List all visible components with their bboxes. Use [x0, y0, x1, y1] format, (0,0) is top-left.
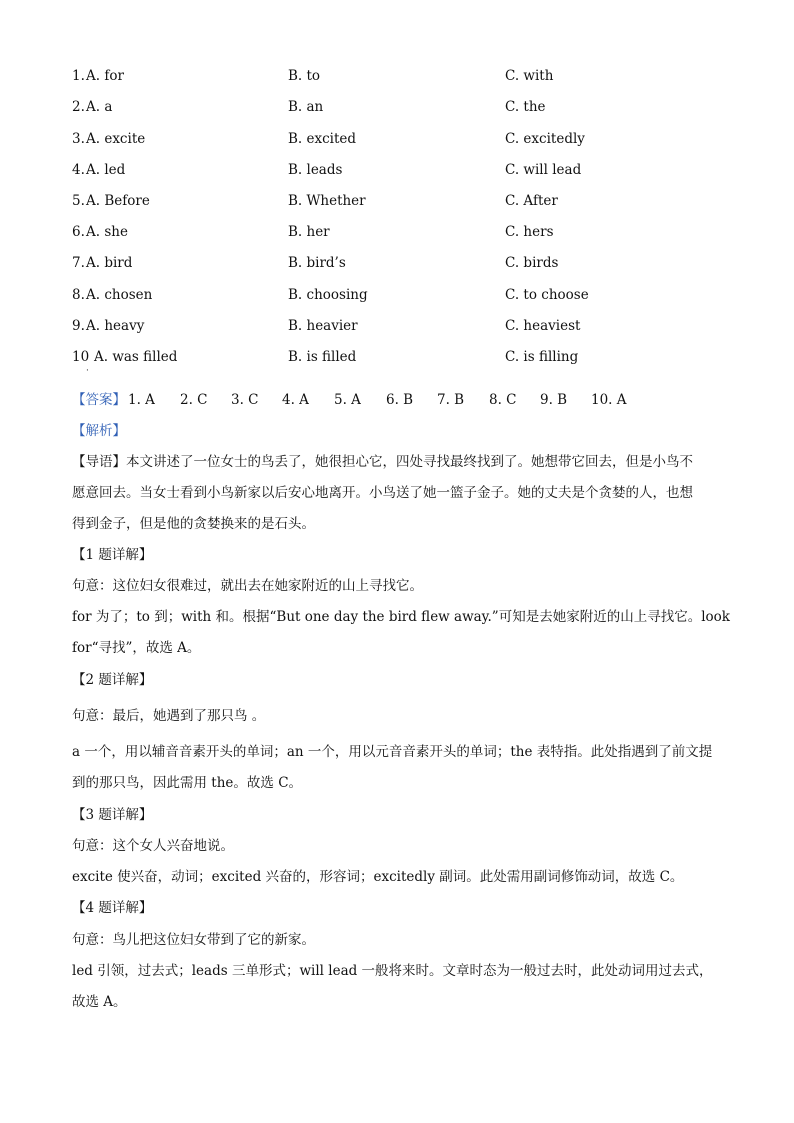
detail-line: 故选 A。	[72, 994, 127, 1010]
option-b: B. is filled	[288, 349, 357, 365]
answer-item: 6. B	[386, 392, 414, 408]
answer-item: 1. A	[128, 392, 155, 408]
option-a: A. was filled	[94, 349, 178, 365]
option-b: B. excited	[288, 131, 357, 147]
answer-item: 4. A	[282, 392, 309, 408]
answer-item: 9. B	[540, 392, 568, 408]
answer-label: 【答案】	[72, 392, 126, 408]
answer-item: 7. B	[437, 392, 465, 408]
option-b: B. Whether	[288, 193, 366, 209]
detail-line: 到的那只鸟，因此需用 the。故选 C。	[72, 775, 303, 791]
detail-line: for“寻找”，故选 A。	[72, 640, 201, 656]
option-a: A. Before	[86, 193, 150, 209]
option-row-2	[72, 97, 752, 117]
question-number: 2.	[72, 99, 85, 115]
question-number: 6.	[72, 224, 85, 240]
option-a: A. excite	[86, 131, 146, 147]
option-row-6	[72, 222, 752, 242]
option-c: C. with	[505, 68, 554, 84]
question-number: 1.	[72, 68, 85, 84]
option-c: C. heaviest	[505, 318, 581, 334]
option-row-7	[72, 253, 752, 273]
detail-line: 句意：鸟儿把这位妇女带到了它的新家。	[72, 932, 315, 948]
analysis-label: 【解析】	[72, 423, 126, 439]
option-row-4	[72, 160, 752, 180]
option-c: C. is filling	[505, 349, 579, 365]
question-number: 8.	[72, 287, 85, 303]
option-c: C. to choose	[505, 287, 589, 303]
option-c: C. After	[505, 193, 558, 209]
guide-text-line: 愿意回去。当女士看到小鸟新家以后安心地离开。小鸟送了她一篮子金子。她的丈夫是个贪婪的人，也想	[72, 485, 693, 501]
option-b: B. an	[288, 99, 324, 115]
option-a: A. led	[86, 162, 126, 178]
detail-title-3: 【3 题详解】	[72, 807, 153, 823]
option-b: B. choosing	[288, 287, 368, 303]
question-number: 7.	[72, 255, 85, 271]
option-b: B. bird’s	[288, 255, 346, 271]
answer-item: 10. A	[591, 392, 627, 408]
guide-text-line: 【导语】本文讲述了一位女士的鸟丢了，她很担心它，四处寻找最终找到了。她想带它回去，但是小鸟不	[72, 454, 693, 470]
option-c: C. the	[505, 99, 546, 115]
detail-line: excite 使兴奋，动词；excited 兴奋的，形容词；excitedly 副词。此处需用副词修饰动词，故选 C。	[72, 869, 684, 885]
detail-line: 句意：这位妇女很难过，就出去在她家附近的山上寻找它。	[72, 578, 423, 594]
guide-text-line: 得到金子，但是他的贪婪换来的是石头。	[72, 516, 315, 532]
option-row-3	[72, 129, 752, 149]
option-row-1	[72, 66, 752, 86]
stray-mark: ·	[86, 366, 89, 376]
option-b: B. to	[288, 68, 321, 84]
option-row-5	[72, 191, 752, 211]
option-c: C. excitedly	[505, 131, 585, 147]
detail-title-4: 【4 题详解】	[72, 900, 153, 916]
option-a: A. she	[86, 224, 128, 240]
option-a: A. chosen	[86, 287, 153, 303]
detail-line: led 引领，过去式；leads 三单形式；will lead 一般将来时。文章时态为一般过去时，此处动词用过去式，	[72, 963, 713, 979]
option-b: B. heavier	[288, 318, 358, 334]
option-c: C. will lead	[505, 162, 582, 178]
question-number: 5.	[72, 193, 85, 209]
detail-line: 句意：这个女人兴奋地说。	[72, 838, 234, 854]
detail-title-2: 【2 题详解】	[72, 672, 153, 688]
option-a: A. heavy	[86, 318, 145, 334]
answer-item: 3. C	[231, 392, 259, 408]
option-a: A. a	[86, 99, 113, 115]
question-number: 3.	[72, 131, 85, 147]
option-b: B. her	[288, 224, 330, 240]
option-c: C. birds	[505, 255, 559, 271]
answer-item: 2. C	[180, 392, 208, 408]
detail-title-1: 【1 题详解】	[72, 547, 153, 563]
option-c: C. hers	[505, 224, 554, 240]
question-number: 10	[72, 349, 90, 365]
option-row-8	[72, 285, 752, 305]
answer-item: 5. A	[334, 392, 361, 408]
detail-line: a 一个，用以辅音音素开头的单词；an 一个，用以元音音素开头的单词；the 表特指。此处指遇到了前文提	[72, 744, 713, 760]
answer-item: 8. C	[489, 392, 517, 408]
option-a: A. bird	[86, 255, 133, 271]
detail-line: for 为了；to 到；with 和。根据“But one day the bird flew away.”可知是去她家附近的山上寻找它。look	[72, 609, 730, 625]
option-a: A. for	[86, 68, 124, 84]
option-b: B. leads	[288, 162, 343, 178]
option-row-9	[72, 316, 752, 336]
option-row-10	[72, 347, 752, 367]
question-number: 9.	[72, 318, 85, 334]
question-number: 4.	[72, 162, 85, 178]
detail-line: 句意：最后，她遇到了那只鸟 。	[72, 708, 266, 724]
